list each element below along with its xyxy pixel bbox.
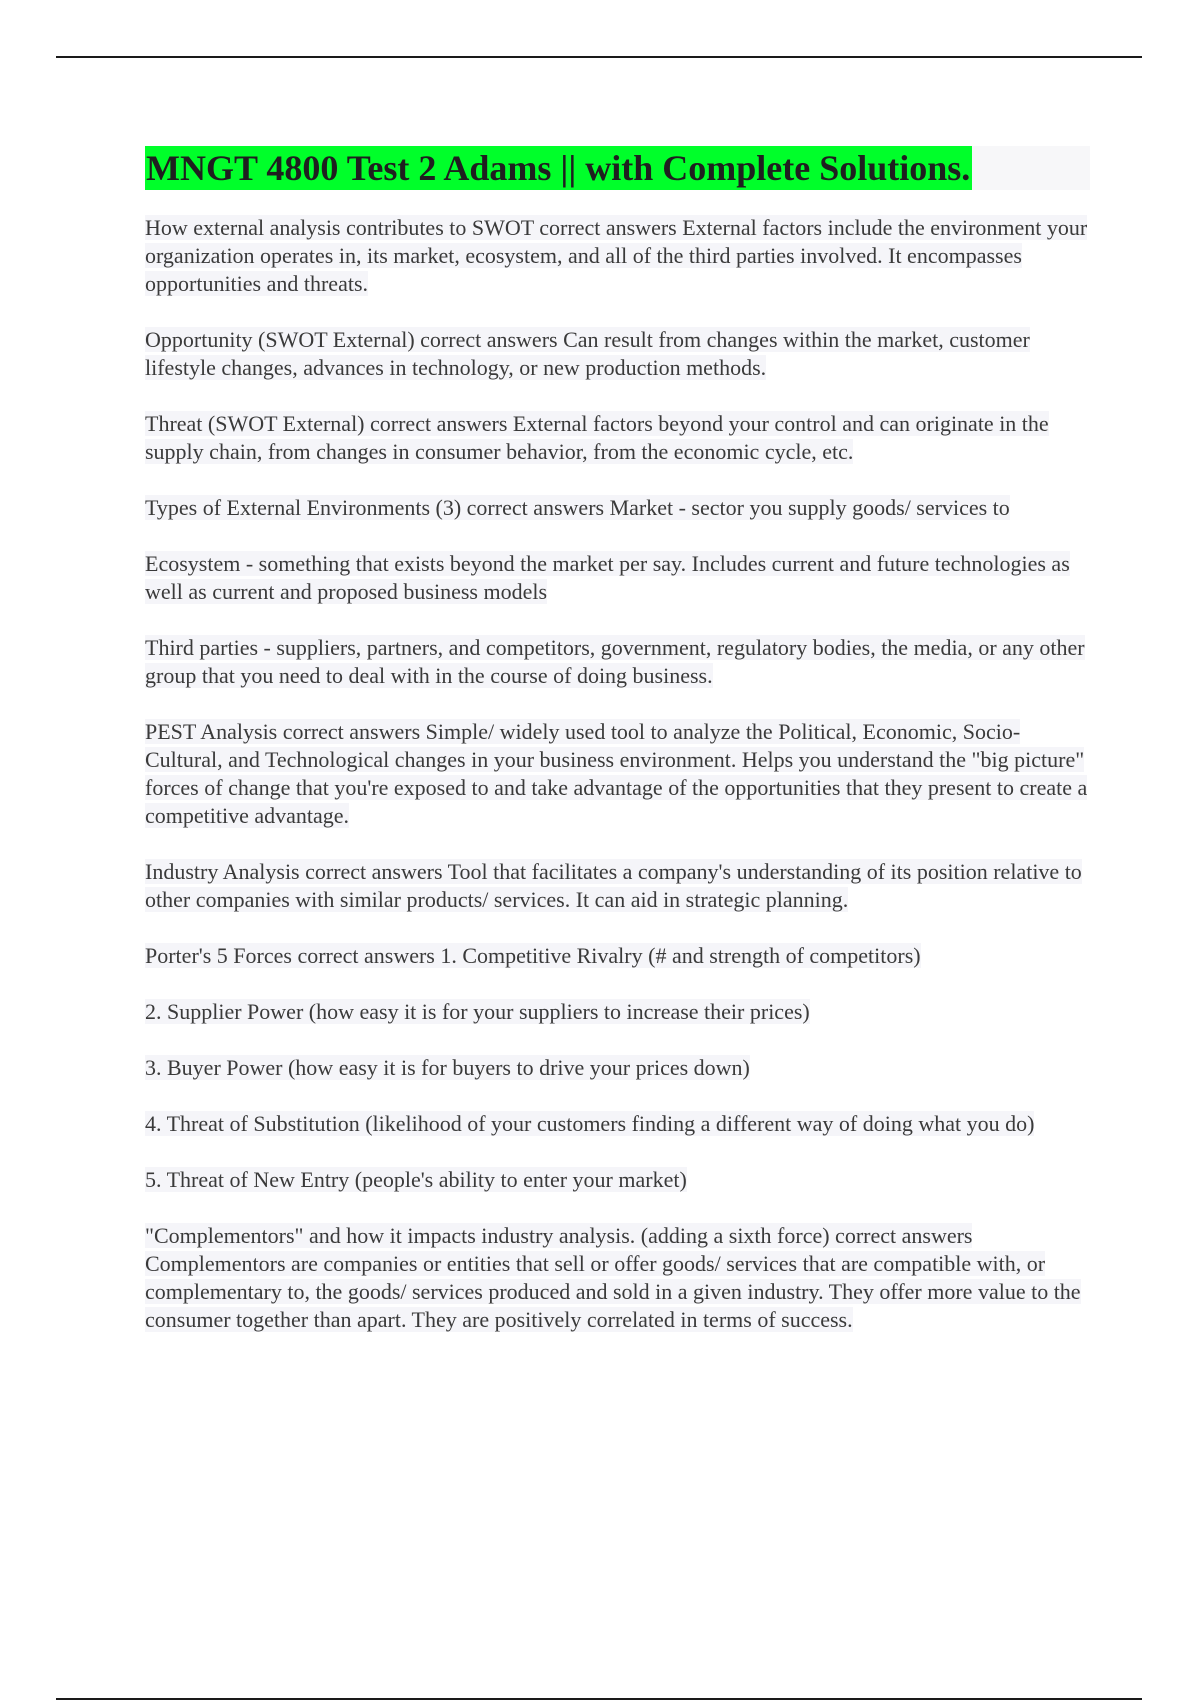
paragraph-text: "Complementors" and how it impacts industry analysis. (adding a sixth force) correct answers Complementors are companies or entities that sell or offer goods/ services that are compatible with, or complementary to, the goods/ services produced and sold in a given industry. They offer more value to the consumer together than apart. They are positively correlated in terms of success. [145, 1223, 1081, 1332]
paragraph-text: PEST Analysis correct answers Simple/ widely used tool to analyze the Political, Economic, Socio-Cultural, and Technological changes in your business environment. Helps you understand the "big picture" forces of change that you're exposed to and take advantage of the opportunities that they present to create a competitive advantage. [145, 719, 1088, 828]
paragraph [145, 410, 1090, 466]
title-banner [145, 146, 1090, 190]
paragraph [145, 942, 1090, 970]
paragraph-text: Ecosystem - something that exists beyond the market per say. Includes current and future technologies as well as current and proposed business models [145, 551, 1070, 604]
paragraph [145, 718, 1090, 830]
paragraph-text: Third parties - suppliers, partners, and competitors, government, regulatory bodies, the media, or any other group that you need to deal with in the course of doing business. [145, 635, 1085, 688]
paragraph [145, 634, 1090, 690]
paragraph [145, 494, 1090, 522]
top-rule [56, 56, 1142, 58]
paragraph-text: Threat (SWOT External) correct answers External factors beyond your control and can originate in the supply chain, from changes in consumer behavior, from the economic cycle, etc. [145, 411, 1049, 464]
paragraph-text: Opportunity (SWOT External) correct answers Can result from changes within the market, customer lifestyle changes, advances in technology, or new production methods. [145, 327, 1030, 380]
paragraph [145, 550, 1090, 606]
paragraph-text: How external analysis contributes to SWOT correct answers External factors include the environment your organization operates in, its market, ecosystem, and all of the third parties involved. It encompasses opportunities and threats. [145, 215, 1088, 296]
paragraph [145, 1054, 1090, 1082]
paragraph [145, 214, 1090, 298]
document-title: MNGT 4800 Test 2 Adams || with Complete Solutions. [146, 148, 971, 188]
paragraph-text: Porter's 5 Forces correct answers 1. Competitive Rivalry (# and strength of competitors) [145, 943, 921, 968]
paragraph [145, 326, 1090, 382]
paragraph [145, 1110, 1090, 1138]
paragraph-text: 4. Threat of Substitution (likelihood of your customers finding a different way of doing what you do) [145, 1111, 1035, 1136]
paragraph [145, 1166, 1090, 1194]
paragraph [145, 998, 1090, 1026]
paragraph [145, 1222, 1090, 1334]
paragraph-text: 2. Supplier Power (how easy it is for your suppliers to increase their prices) [145, 999, 810, 1024]
paragraph-text: Industry Analysis correct answers Tool that facilitates a company's understanding of its position relative to other companies with similar products/ services. It can aid in strategic planning. [145, 859, 1082, 912]
paragraph-text: 5. Threat of New Entry (people's ability to enter your market) [145, 1167, 687, 1192]
paragraph-text: Types of External Environments (3) correct answers Market - sector you supply goods/ services to [145, 495, 1010, 520]
document-content [145, 146, 1090, 1362]
paragraph-text: 3. Buyer Power (how easy it is for buyers to drive your prices down) [145, 1055, 750, 1080]
paragraph [145, 858, 1090, 914]
